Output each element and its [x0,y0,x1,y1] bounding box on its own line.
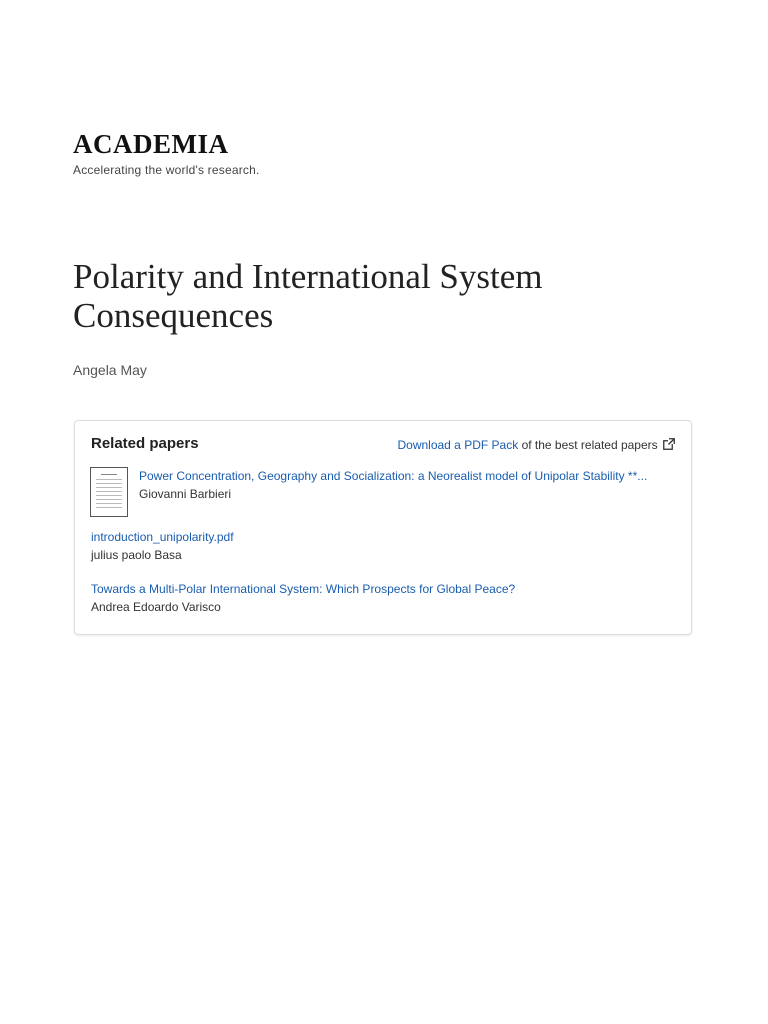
related-paper-title-link[interactable]: Power Concentration, Geography and Socialization: a Neorealist model of Unipolar Stability **... [139,469,648,483]
academia-logo[interactable]: ACADEMIA [73,129,229,159]
document-author: Angela May [73,362,147,378]
related-paper-title-link[interactable]: Towards a Multi-Polar International System: Which Prospects for Global Peace? [91,582,516,596]
download-pdf-pack-link[interactable]: Download a PDF Pack [397,438,519,452]
pdf-pack-line [397,438,675,453]
related-paper-author: Giovanni Barbieri [139,487,232,501]
related-paper-item [139,467,675,503]
related-paper-title-link[interactable]: introduction_unipolarity.pdf [91,530,234,544]
related-paper-author: Andrea Edoardo Varisco [91,600,221,614]
brand-tagline: Accelerating the world's research. [73,163,260,177]
external-link-icon[interactable] [663,438,675,453]
related-paper-item [91,528,675,564]
paper-thumbnail[interactable] [90,467,128,517]
pdf-pack-suffix: of the best related papers [521,438,658,452]
related-papers-panel [74,420,692,635]
related-paper-item [91,580,675,616]
related-papers-heading: Related papers [91,435,199,452]
brand-header [73,127,260,177]
document-title: Polarity and International System Consequences [73,257,543,335]
related-paper-author: julius paolo Basa [91,548,182,562]
